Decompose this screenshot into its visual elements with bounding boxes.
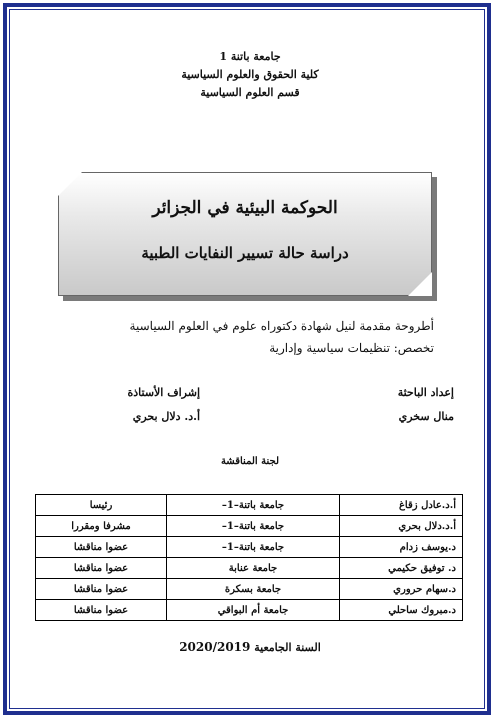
member-name: د. توفيق حكيمي [340,558,463,579]
member-name: د.سهام حروري [340,579,463,600]
specialization-line: تخصص: تنظيمات سياسية وإدارية [269,341,434,355]
member-role: عضوا مناقشا [36,537,167,558]
title-box-corner-cut-top-left [58,172,82,196]
member-institution: جامعة باتنة–1– [167,516,340,537]
member-role: رئيسا [36,495,167,516]
supervisor-block [127,381,200,429]
academic-year-label: السنة الجامعية [254,641,321,654]
table-row [36,558,463,579]
member-role: عضوا مناقشا [36,558,167,579]
member-name: د.مبروك ساحلي [340,600,463,621]
researcher-block [398,381,454,429]
thesis-subtitle: دراسة حالة تسيير النفايات الطبية [141,244,349,262]
member-role: عضوا مناقشا [36,600,167,621]
committee-table [35,494,463,621]
member-institution: جامعة باتنة–1– [167,495,340,516]
supervisor-label: إشراف الأستاذة [127,386,200,399]
table-row [36,579,463,600]
researcher-label: إعداد الباحثة [397,386,454,399]
degree-line: أطروحة مقدمة لنيل شهادة دكتوراه علوم في العلوم السياسية [129,319,434,333]
university-name: جامعة باتنة 1 [219,50,281,63]
faculty-name: كلية الحقوق والعلوم السياسية [181,68,319,81]
thesis-description [130,315,434,359]
member-institution: جامعة أم البواقي [167,600,340,621]
thesis-title: الحوكمة البيئية في الجزائر [152,198,338,218]
supervisor-name: أ.د. دلال بحري [132,410,200,423]
member-institution: جامعة عنابة [167,558,340,579]
university-header [0,48,500,102]
academic-year-value: 2020/2019 [179,640,251,654]
member-role: مشرفا ومقررا [36,516,167,537]
member-name: د.يوسف زدام [340,537,463,558]
table-row [36,537,463,558]
member-role: عضوا مناقشا [36,579,167,600]
title-box [58,172,432,296]
member-institution: جامعة باتنة–1– [167,537,340,558]
table-row [36,516,463,537]
table-row [36,495,463,516]
member-name: أ.د.دلال بحري [340,516,463,537]
academic-year [0,640,500,654]
table-row [36,600,463,621]
department-name: قسم العلوم السياسية [200,86,300,99]
committee-title: لجنة المناقشة [220,456,280,467]
researcher-name: منال سخري [398,410,454,423]
member-institution: جامعة بسكرة [167,579,340,600]
title-box-corner-cut-bottom-right [408,272,432,296]
member-name: أ.د.عادل زقاغ [340,495,463,516]
